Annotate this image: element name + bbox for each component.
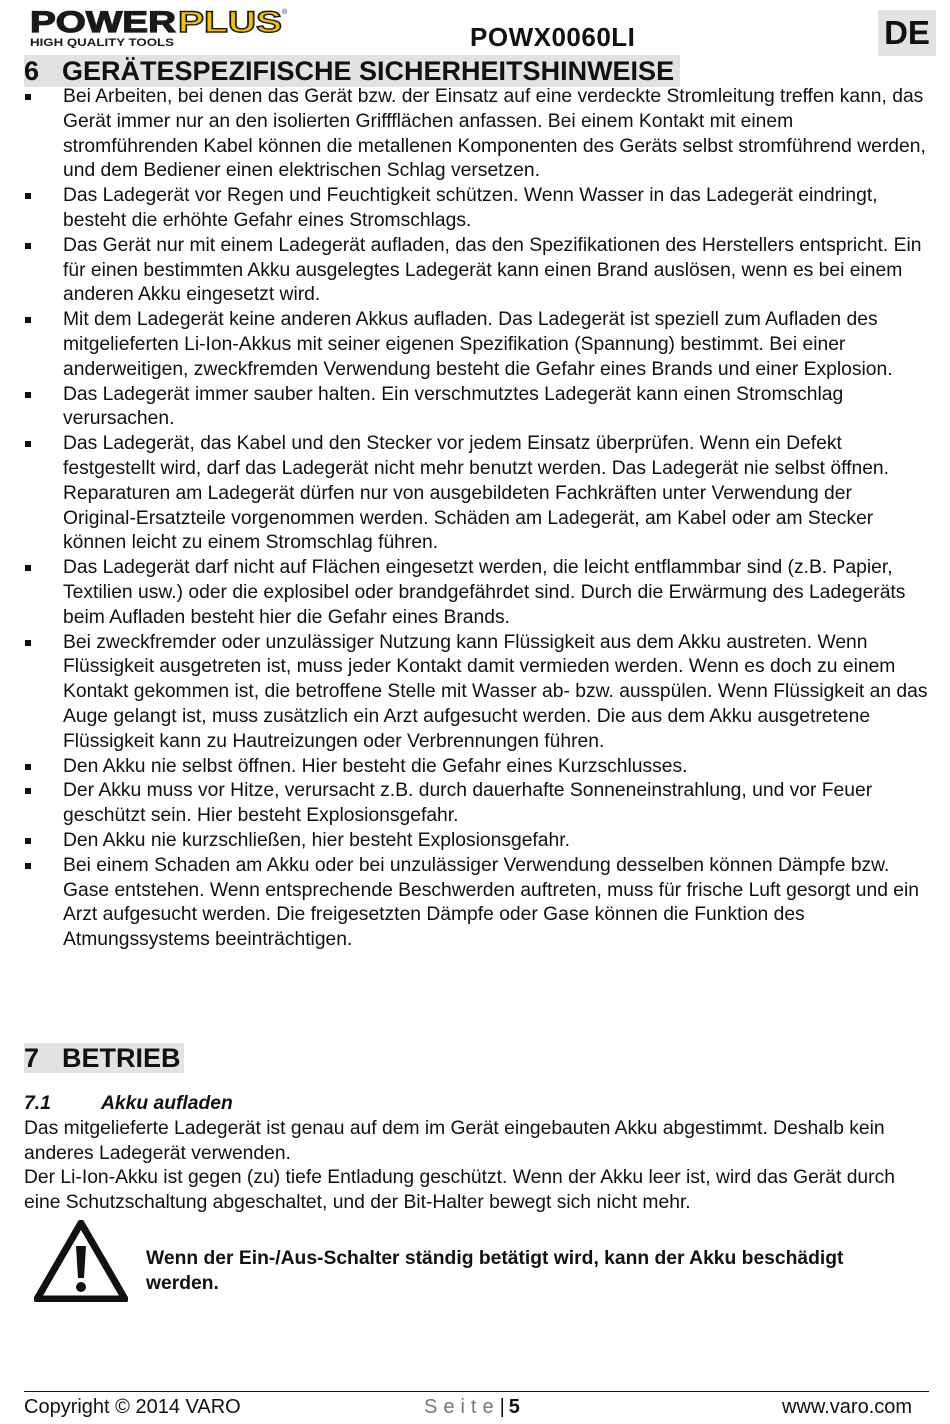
bullet-icon	[25, 317, 31, 323]
bullet-icon	[25, 193, 31, 199]
bullet-icon	[25, 788, 31, 794]
bullet-icon	[25, 392, 31, 398]
list-item: Der Akku muss vor Hitze, verursacht z.B. durch dauerhafte Sonneneinstrahlung, und vor Feuer geschützt sein. Hier besteht Explosionsgefahr.	[24, 779, 929, 829]
list-item: Das Ladegerät darf nicht auf Flächen eingesetzt werden, die leicht entflammbar sind (z.B. Papier, Textilien usw.) oder die explosibel oder brandgefährdet sind. Durch die Erwärmung des Ladegeräts beim Aufladen besteht hier die Gefahr eines Brands.	[24, 556, 929, 630]
list-item: Das Gerät nur mit einem Ladegerät aufladen, das den Spezifikationen des Herstellers entspricht. Ein für einen bestimmten Akku ausgelegtes Ladegerät kann einen Brand auslösen, wenn es bei einem anderen Akku eingesetzt wird.	[24, 234, 929, 308]
warning-text: Wenn der Ein-/Aus-Schalter ständig betätigt wird, kann der Akku beschädigt werden.	[146, 1248, 844, 1294]
subsection-number: 7.1	[24, 1093, 51, 1114]
section-7-number: 7	[24, 1043, 40, 1073]
warning-triangle-icon	[34, 1220, 128, 1302]
list-item: Bei zweckfremder oder unzulässiger Nutzung kann Flüssigkeit aus dem Akku austreten. Wenn Flüssigkeit ausgetreten ist, muss jeder Kontakt damit vermieden werden. Wenn es doch zu einem Kontakt gekommen ist, die betroffene Stelle mit Wasser ab- bzw. ausspülen. Wenn Flüssigkeit an das Auge gelangt ist, muss zusätzlich ein Arzt aufgesucht werden. Die aus dem Akku ausgetretene Flüssigkeit kann zu Hautreizungen oder Verbrennungen führen.	[24, 631, 929, 755]
paragraph-deep-discharge: Der Li-Ion-Akku ist gegen (zu) tiefe Entladung geschützt. Wenn der Akku leer ist, wird das Gerät durch eine Schutzschaltung abgeschaltet, und der Bit-Halter bewegt sich nicht mehr.	[24, 1167, 895, 1213]
footer-copyright: Copyright © 2014 VARO	[24, 1396, 241, 1418]
list-item: Mit dem Ladegerät keine anderen Akkus aufladen. Das Ladegerät ist speziell zum Aufladen des mitgelieferten Li-Ion-Akkus mit seiner eigenen Spezifikation (Spannung) bestimmt. Bei einer anderweitigen, zweckfremden Verwendung besteht die Gefahr eines Brands und einer Explosion.	[24, 308, 929, 382]
svg-text:HIGH QUALITY TOOLS: HIGH QUALITY TOOLS	[30, 37, 174, 48]
page-separator: |	[499, 1396, 505, 1418]
model-number: POWX0060LI	[470, 22, 636, 52]
list-item: Das Ladegerät immer sauber halten. Ein verschmutztes Ladegerät kann einen Stromschlag verursachen.	[24, 383, 929, 433]
bullet-icon	[25, 640, 31, 646]
powerplus-logo	[28, 4, 288, 48]
section-6-number: 6	[24, 56, 40, 86]
section-7-heading	[24, 1043, 184, 1073]
list-item: Den Akku nie kurzschließen, hier besteht Explosionsgefahr.	[24, 829, 929, 854]
svg-text:POWER: POWER	[30, 6, 177, 39]
bullet-icon	[25, 863, 31, 869]
safety-bullet-list	[24, 85, 929, 953]
subsection-title: Akku aufladen	[101, 1093, 233, 1114]
list-item: Das Ladegerät, das Kabel und den Stecker vor jedem Einsatz überprüfen. Wenn ein Defekt festgestellt wird, darf das Ladegerät nicht mehr benutzt werden. Das Ladegerät nie selbst öffnen. Reparaturen am Ladegerät dürfen nur von ausgebildeten Fachkräften unter Verwendung der Original-Ersatzteile vorgenommen werden. Schäden am Ladegerät, am Kabel oder am Stecker können leicht zu einem Stromschlag führen.	[24, 432, 929, 556]
list-item: Den Akku nie selbst öffnen. Hier besteht die Gefahr eines Kurzschlusses.	[24, 755, 929, 780]
footer-page-number	[424, 1395, 520, 1419]
footer-divider	[24, 1391, 929, 1392]
footer-url: www.varo.com	[782, 1396, 913, 1418]
page-header	[0, 0, 950, 58]
svg-text:PLUS: PLUS	[178, 6, 282, 39]
page-label: Seite	[424, 1396, 500, 1418]
list-item: Bei Arbeiten, bei denen das Gerät bzw. der Einsatz auf eine verdeckte Stromleitung treffen kann, das Gerät immer nur an den isolierten Griffflächen anfassen. Bei einem Kontakt mit einem stromführenden Kabel können die metallenen Komponenten des Geräts selbst stromführend werden, und dem Bediener einen elektrischen Schlag versetzen.	[24, 85, 929, 184]
section-6-heading	[24, 55, 680, 87]
bullet-icon	[25, 565, 31, 571]
bullet-icon	[25, 838, 31, 844]
language-badge: DE	[878, 10, 936, 56]
svg-text:®: ®	[282, 9, 288, 16]
bullet-icon	[25, 441, 31, 447]
paragraph-charger: Das mitgelieferte Ladegerät ist genau auf dem im Gerät eingebauten Akku abgestimmt. Deshalb kein anderes Ladegerät verwenden.	[24, 1118, 885, 1164]
bullet-icon	[25, 764, 31, 770]
page-number: 5	[508, 1396, 520, 1418]
list-item: Bei einem Schaden am Akku oder bei unzulässiger Verwendung desselben können Dämpfe bzw. Gase entstehen. Wenn entsprechende Beschwerden auftreten, muss für frische Luft gesorgt und ein Arzt aufgesucht werden. Die freigesetzten Dämpfe oder Gase können die Funktion des Atmungssystems beeinträchtigen.	[24, 854, 929, 953]
subsection-7-1-heading	[24, 1093, 233, 1115]
list-item: Das Ladegerät vor Regen und Feuchtigkeit schützen. Wenn Wasser in das Ladegerät eindringt, besteht die erhöhte Gefahr eines Stromschlags.	[24, 184, 929, 234]
section-7-title: BETRIEB	[62, 1043, 181, 1073]
bullet-icon	[25, 243, 31, 249]
section-6-title: GERÄTESPEZIFISCHE SICHERHEITSHINWEISE	[62, 56, 675, 86]
bullet-icon	[25, 94, 31, 100]
